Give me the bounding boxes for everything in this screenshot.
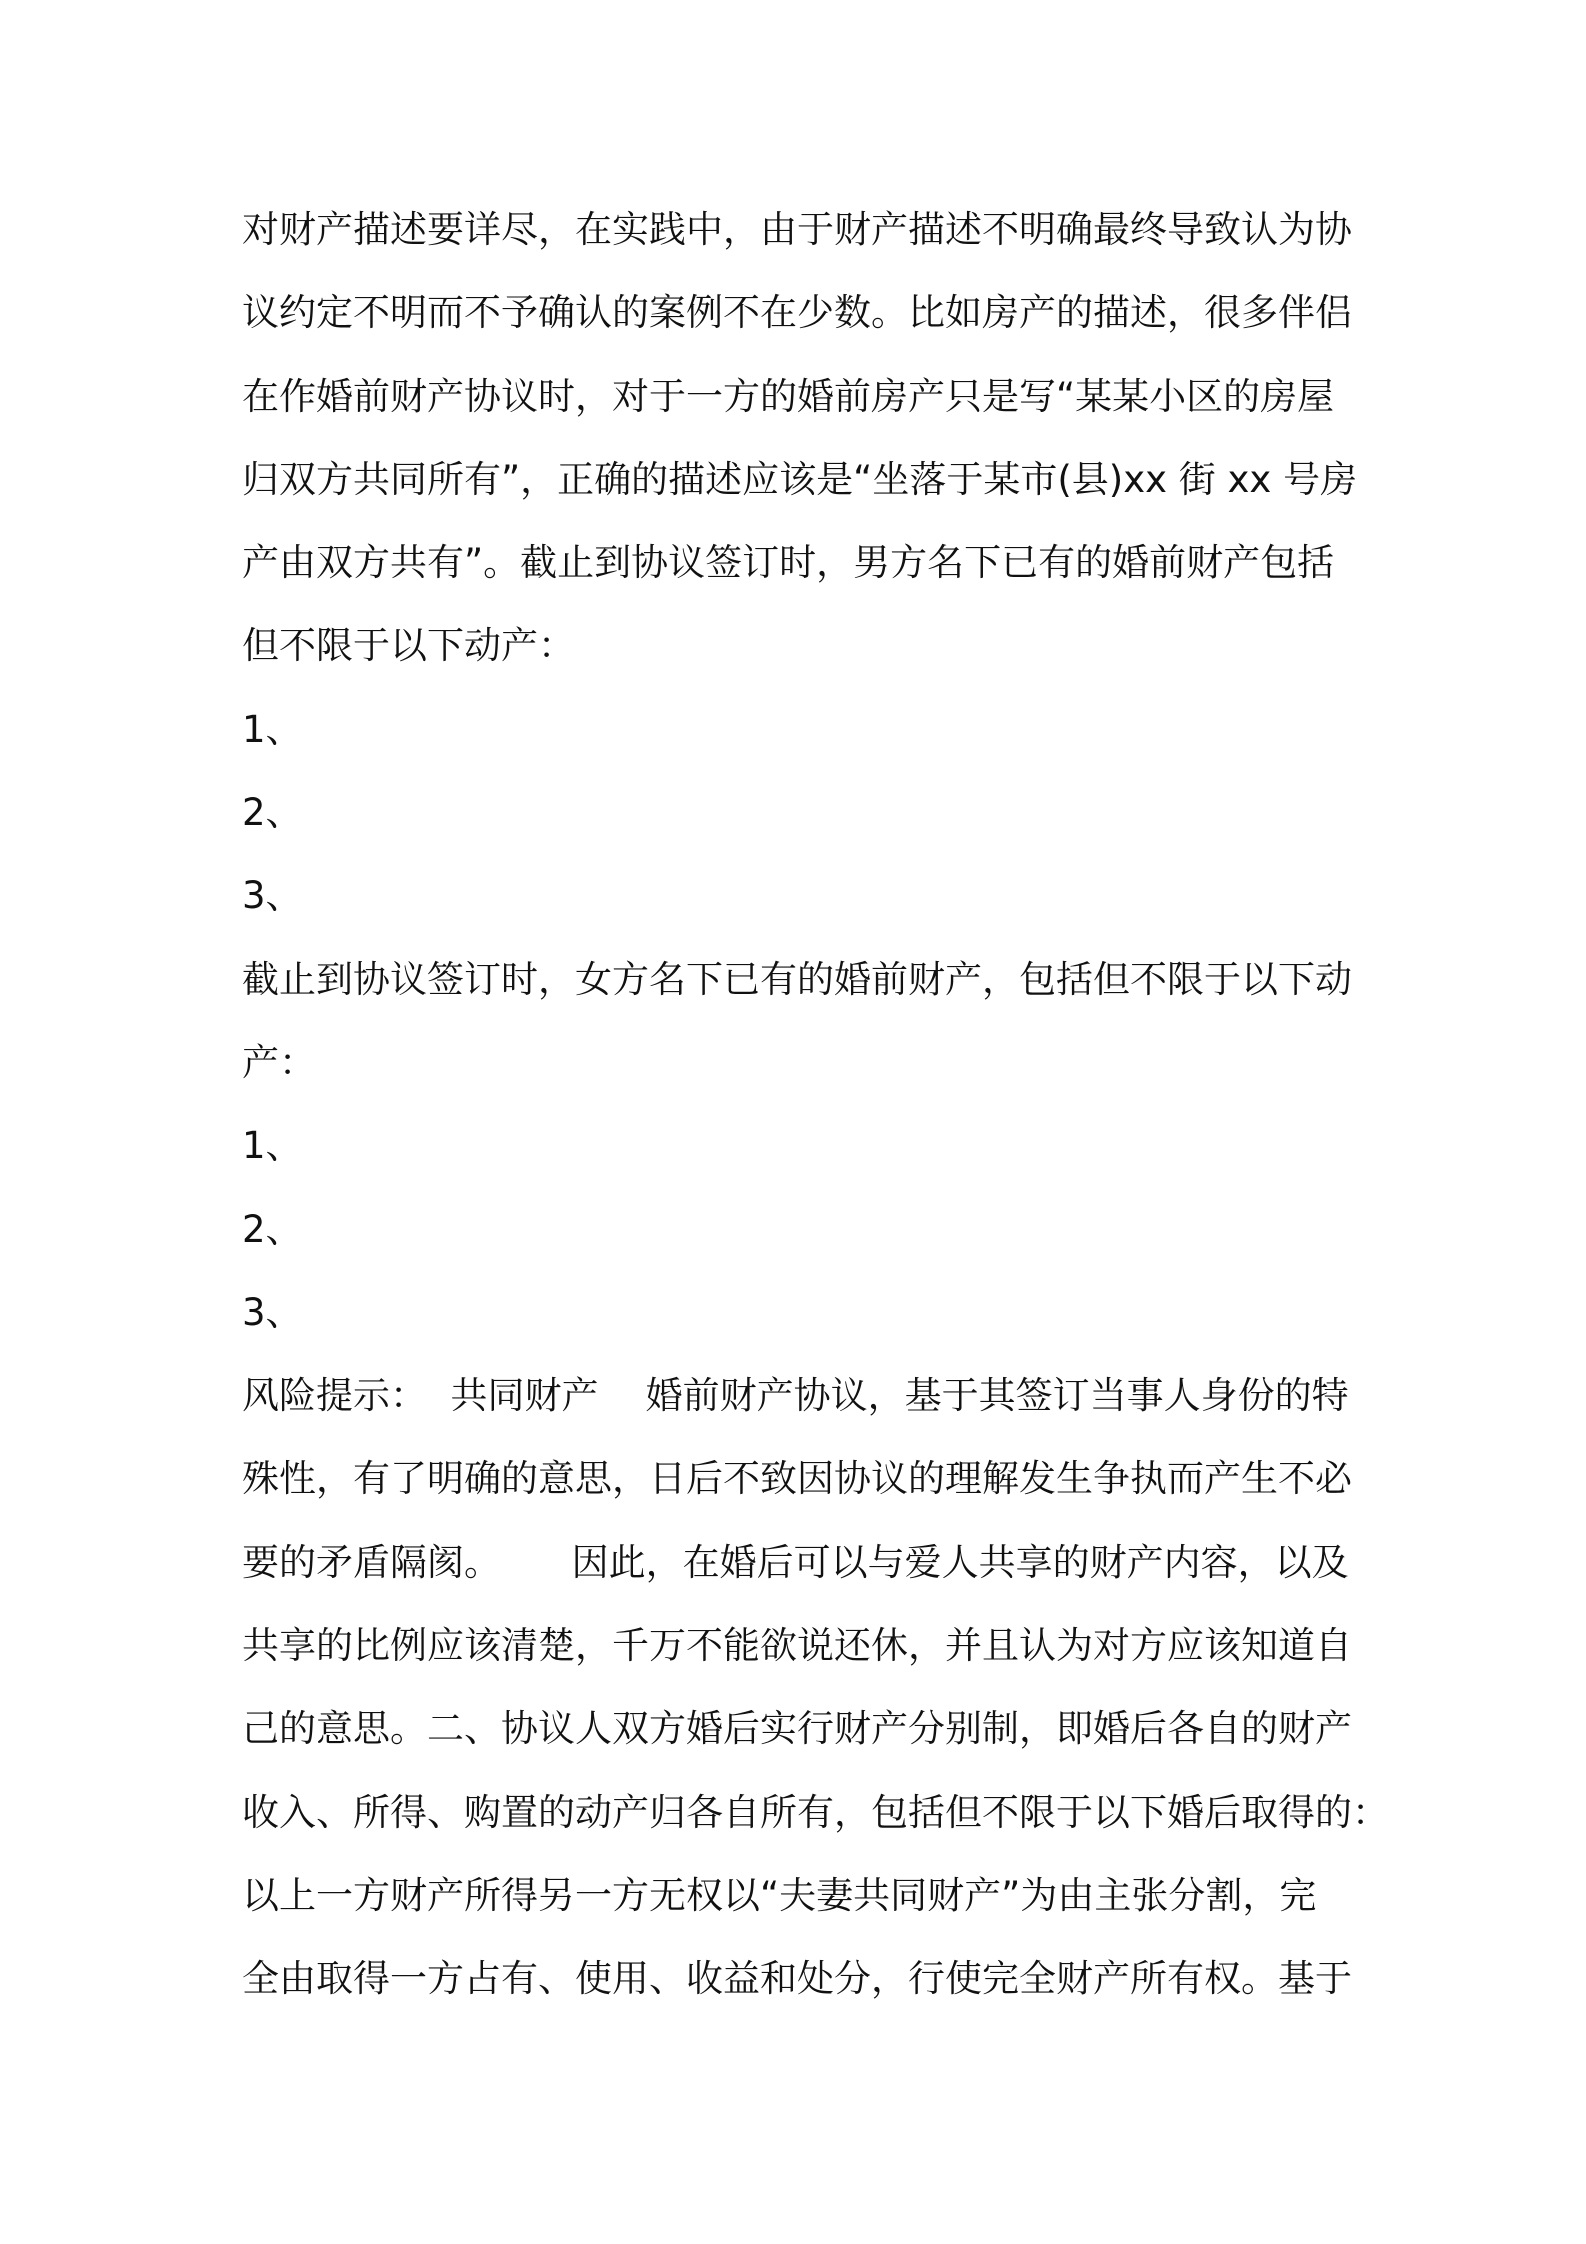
list-item-number: 3、 bbox=[242, 1290, 303, 1334]
list-item-number: 1、 bbox=[242, 707, 303, 751]
text-line: 收入、所得、购置的动产归各自所有，包括但不限于以下婚后取得的： bbox=[242, 1790, 1389, 1834]
list-item-number: 1、 bbox=[242, 1124, 303, 1168]
text-line: 产： bbox=[242, 1040, 316, 1084]
list-item-number: 3、 bbox=[242, 874, 303, 918]
text-line: 截止到协议签订时，女方名下已有的婚前财产，包括但不限于以下动 bbox=[242, 957, 1352, 1001]
text-line: 要的矛盾隔阂。 因此，在婚后可以与爱人共享的财产内容，以及 bbox=[242, 1540, 1349, 1584]
text-line: 在作婚前财产协议时，对于一方的婚前房产只是写“某某小区的房屋 bbox=[242, 374, 1335, 418]
text-line: 共享的比例应该清楚，千万不能欲说还休，并且认为对方应该知道自 bbox=[242, 1624, 1352, 1668]
text-line: 风险提示： 共同财产 婚前财产协议，基于其签订当事人身份的特 bbox=[242, 1374, 1349, 1418]
text-line: 对财产描述要详尽，在实践中，由于财产描述不明确最终导致认为协 bbox=[242, 208, 1352, 251]
list-item-number: 2、 bbox=[242, 791, 303, 835]
list-item-number: 2、 bbox=[242, 1207, 303, 1251]
text-line: 己的意思。二、协议人双方婚后实行财产分别制，即婚后各自的财产 bbox=[242, 1707, 1352, 1751]
text-line: 以上一方财产所得另一方无权以“夫妻共同财产”为由主张分割，完 bbox=[242, 1873, 1317, 1917]
text-line: 议约定不明而不予确认的案例不在少数。比如房产的描述，很多伴侣 bbox=[242, 291, 1352, 335]
text-line: 殊性，有了明确的意思，日后不致因协议的理解发生争执而产生不必 bbox=[242, 1457, 1352, 1501]
text-line: 归双方共同所有”，正确的描述应该是“坐落于某市(县)xx 街 xx 号房 bbox=[242, 457, 1358, 501]
document-body bbox=[242, 200, 1389, 2033]
text-line: 产由双方共有”。截止到协议签订时，男方名下已有的婚前财产包括 bbox=[242, 541, 1335, 585]
text-line: 全由取得一方占有、使用、收益和处分，行使完全财产所有权。基于 bbox=[242, 1957, 1352, 2001]
text-line: 但不限于以下动产： bbox=[242, 624, 575, 668]
